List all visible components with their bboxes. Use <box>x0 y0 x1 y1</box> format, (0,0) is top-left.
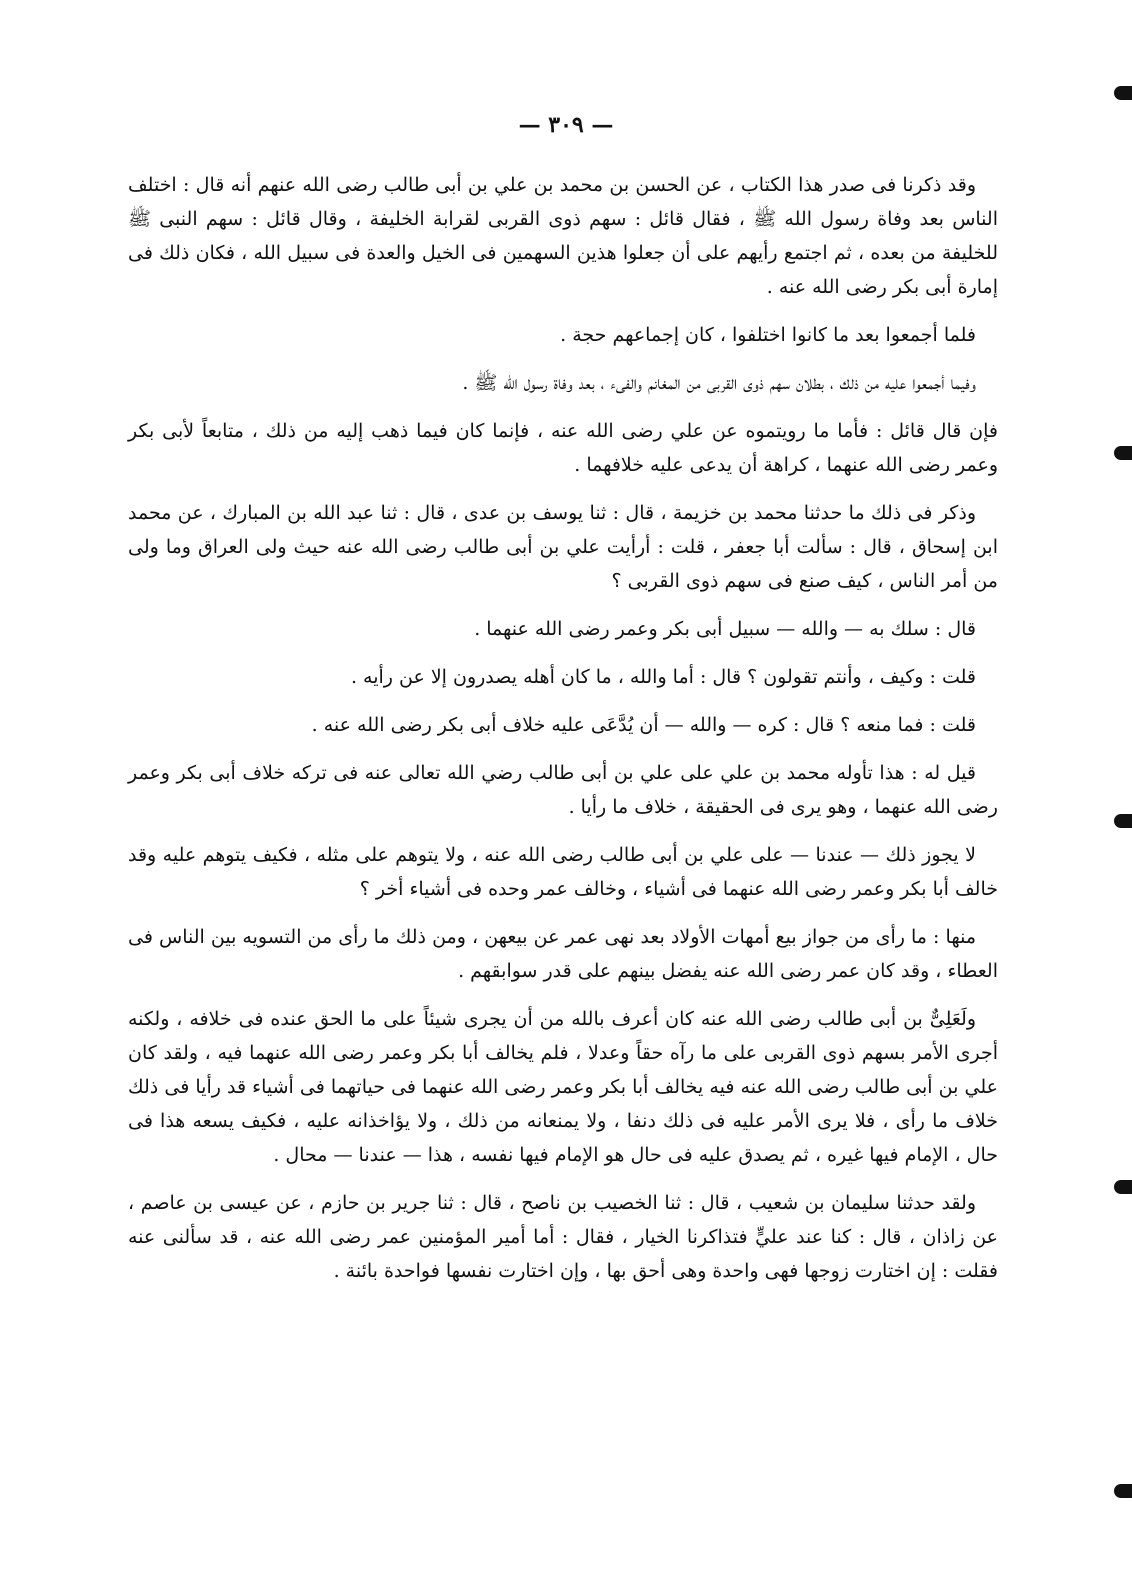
paragraph-8: قلت : فما منعه ؟ قال : كره — والله — أن يُدَّعَى عليه خلاف أبى بكر رضى الله عنه . <box>311 714 976 736</box>
scan-edge-mark <box>1114 1484 1132 1498</box>
paragraph-6: قال : سلك به — والله — سبيل أبى بكر وعمر رضى الله عنهما . <box>474 618 976 640</box>
paragraph-7: قلت : وكيف ، وأنتم تقولون ؟ قال : أما والله ، ما كان أهله يصدرون إلا عن رأيه . <box>350 666 976 688</box>
paragraph-12: ولَعَلِىٌّ بن أبى طالب رضى الله عنه كان أعرف بالله من أن يجرى شيئاً على ما الحق عنده فى خلافه ، ولكنه أجرى الأمر بسهم ذوى القربى على ما رآه حقاً وعدلا ، فلم يخالف أبا بكر وعمر رضى الله عنهما فيه ، ولقد كان علي بن أبى طالب رضى الله عنه فيه يخالف أبا بكر وعمر رضى الله عنهما فى حياتهما فى أشياء قد رأيا فى ذلك خلاف ما رأى ، فلا يرى الأمر عليه فى ذلك دنفا ، ولا يمنعانه من ذلك ، ولا يؤاخذانه عليه ، فكيف يسعه هذا فى حال ، الإمام فيها غيره ، ثم يصدق عليه فى حال هو الإمام فيها نفسه ، هذا — عندنا — محال . <box>128 1008 998 1166</box>
paragraph-13: ولقد حدثنا سليمان بن شعيب ، قال : ثنا الخصيب بن ناصح ، قال : ثنا جرير بن حازم ، عن عيسى بن عاصم ، عن زاذان ، قال : كنا عند عليٍّ فتذاكرنا الخيار ، فقال : أما أمير المؤمنين عمر رضى الله عنه ، قد سألنى عنه فقلت : إن اختارت زوجها فهى واحدة وهى أحق بها ، وإن اختارت نفسها فواحدة بائنة . <box>128 1192 998 1282</box>
scan-edge-mark <box>1114 1180 1132 1194</box>
paragraph-2: فلما أجمعوا بعد ما كانوا اختلفوا ، كان إجماعهم حجة . <box>560 324 976 346</box>
paragraph-10: لا يجوز ذلك — عندنا — على علي بن أبى طالب رضى الله عنه ، ولا يتوهم على مثله ، فكيف يتوهم عليه وقد خالف أبا بكر وعمر رضى الله عنهما فى أشياء ، وخالف عمر وحده فى أشياء أخر ؟ <box>128 844 998 900</box>
scan-edge-mark <box>1114 814 1132 828</box>
paragraph-1: وقد ذكرنا فى صدر هذا الكتاب ، عن الحسن بن محمد بن علي بن أبى طالب رضى الله عنهم أنه قال : اختلف الناس بعد وفاة رسول الله ﷺ ، فقال قائل : سهم ذوى القربى لقرابة الخليفة ، وقال قائل : سهم النبى ﷺ للخليفة من بعده ، ثم اجتمع رأيهم على أن جعلوا هذين السهمين فى الخيل والعدة فى سبيل الله ، فكان ذلك فى إمارة أبى بكر رضى الله عنه . <box>128 174 998 298</box>
scan-edge-mark <box>1114 86 1132 100</box>
paragraph-9: قيل له : هذا تأوله محمد بن علي على علي بن أبى طالب رضي الله تعالى عنه فى تركه خلاف أبى بكر وعمر رضى الله عنهما ، وهو يرى فى الحقيقة ، خلاف ما رأيا . <box>128 762 998 818</box>
paragraph-4: فإن قال قائل : فأما ما رويتموه عن علي رضى الله عنه ، فإنما كان فيما ذهب إليه من ذلك ، متابعاً لأبى بكر وعمر رضى الله عنهما ، كراهة أن يدعى عليه خلافهما . <box>128 420 998 476</box>
scan-edge-mark <box>1114 446 1132 460</box>
paragraph-3: وفيما أجمعوا عليه من ذلك ، بطلان سهم ذوى القربى من المغانم والفىء ، بعد وفاة رسول الله ﷺ . <box>462 372 976 394</box>
main-text <box>128 168 998 1302</box>
paragraph-11: منها : ما رأى من جواز بيع أمهات الأولاد بعد نهى عمر عن بيعهن ، ومن ذلك ما رأى من التسويه بين الناس فى العطاء ، وقد كان عمر رضى الله عنه يفضل بينهم على قدر سوابقهم . <box>128 926 998 982</box>
page-number: — ٣٠٩ — <box>518 112 614 138</box>
paragraph-5: وذكر فى ذلك ما حدثنا محمد بن خزيمة ، قال : ثنا يوسف بن عدى ، قال : ثنا عبد الله بن المبارك ، عن محمد ابن إسحاق ، قال : سألت أبا جعفر ، قلت : أرأيت علي بن أبى طالب رضى الله عنه حيث ولى العراق وما ولى من أمر الناس ، كيف صنع فى سهم ذوى القربى ؟ <box>128 502 998 592</box>
